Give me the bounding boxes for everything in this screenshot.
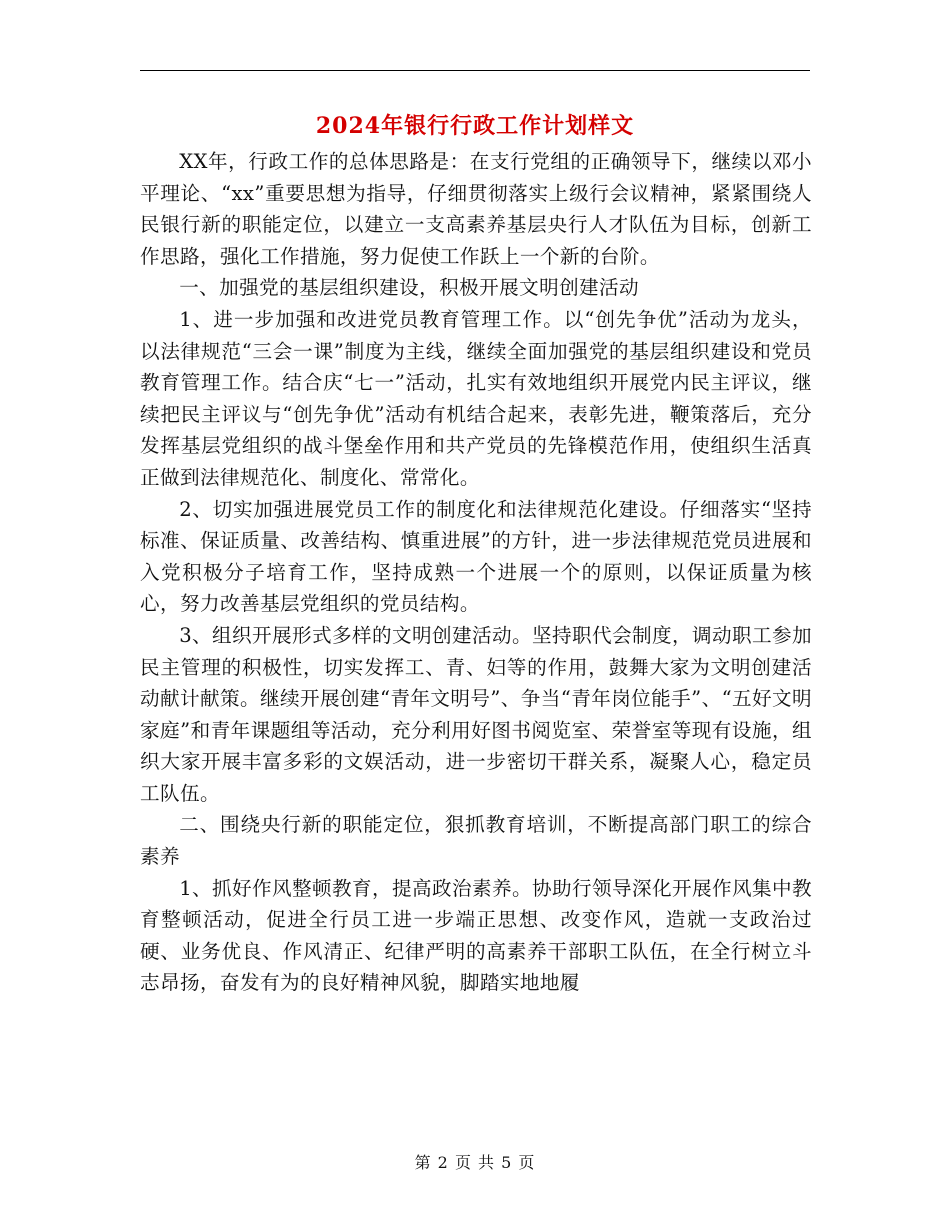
section-heading-1: 一、加强党的基层组织建设，积极开展文明创建活动: [179, 276, 640, 300]
paragraph-1-3: 3、组织开展形式多样的文明创建活动。坚持职代会制度，调动职工参加民主管理的积极性，切实发挥工、青、妇等的作用，鼓舞大家为文明创建活动献计献策。继续开展创建“青年文明号”、争当“青年岗位能手”、“五好文明家庭”和青年课题组等活动，充分利用好图书阅览室、荣誉室等现有设施，组织大家开展丰富多彩的文娱活动，进一步密切干群关系，凝聚人心，稳定员工队伍。: [140, 623, 812, 805]
header-rule: [140, 70, 810, 71]
paragraph-2-1: 1、抓好作风整顿教育，提高政治素养。协助行领导深化开展作风集中教育整顿活动，促进全行员工进一步端正思想、改变作风，造就一支政治过硬、业务优良、作风清正、纪律严明的高素养干部职工队伍，在全行树立斗志昂扬，奋发有为的良好精神风貌，脚踏实地地履: [140, 876, 812, 995]
paragraph-1-2: 2、切实加强进展党员工作的制度化和法律规范化建设。仔细落实“坚持标准、保证质量、改善结构、慎重进展”的方针，进一步法律规范党员进展和入党积极分子培育工作，坚持成熟一个进展一个的原则，以保证质量为核心，努力改善基层党组织的党员结构。: [140, 497, 812, 616]
document-body: [140, 146, 812, 999]
document-title: 2024年银行行政工作计划样文: [315, 113, 635, 139]
paragraph-intro: XX年，行政工作的总体思路是：在支行党组的正确领导下，继续以邓小平理论、“xx”重要思想为指导，仔细贯彻落实上级行会议精神，紧紧围绕人民银行新的职能定位，以建立一支高素养基层央行人才队伍为目标，创新工作思路，强化工作措施，努力促使工作跃上一个新的台阶。: [140, 150, 812, 268]
paragraph-1-1: 1、进一步加强和改进党员教育管理工作。以“创先争优”活动为龙头，以法律规范“三会一课”制度为主线，继续全面加强党的基层组织建设和党员教育管理工作。结合庆“七一”活动，扎实有效地组织开展党内民主评议，继续把民主评议与“创先争优”活动有机结合起来，表彰先进，鞭策落后，充分发挥基层党组织的战斗堡垒作用和共产党员的先锋模范作用，使组织生活真正做到法律规范化、制度化、常常化。: [140, 307, 812, 489]
section-heading-2: 二、围绕央行新的职能定位，狠抓教育培训，不断提高部门职工的综合素养: [140, 813, 812, 869]
page-number: 第 2 页 共 5 页: [414, 1153, 536, 1172]
